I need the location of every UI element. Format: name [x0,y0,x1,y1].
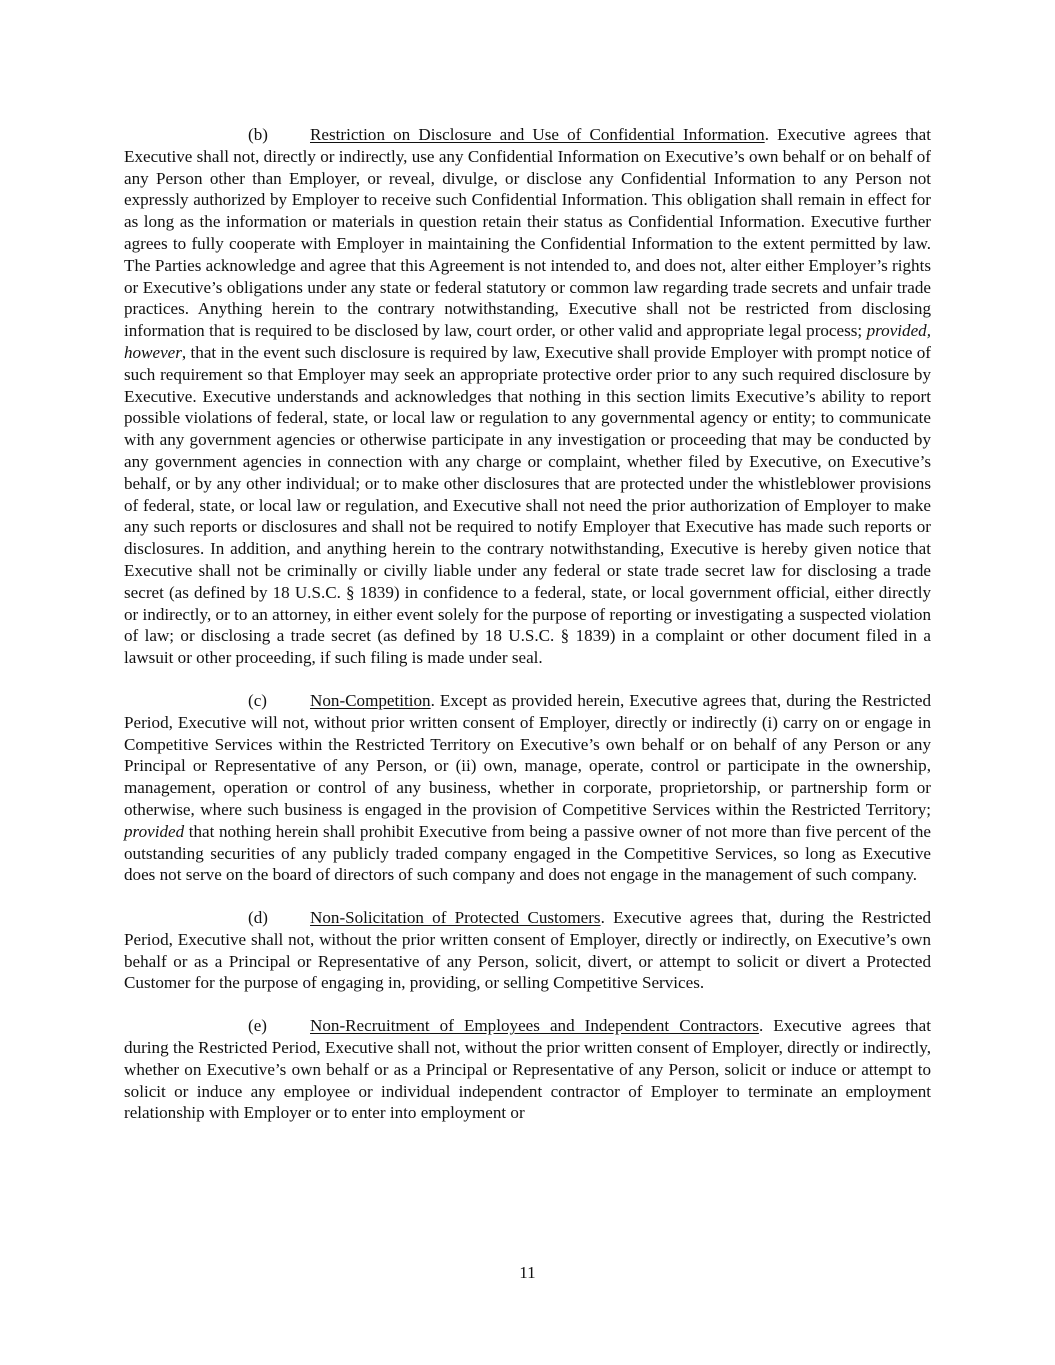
page-number: 11 [519,1263,536,1282]
section-d-heading: Non-Solicitation of Protected Customers [310,908,601,928]
section-b-paragraph [124,124,931,669]
section-c-body-1: . Except as provided herein, Executive agrees that, during the Restricted Period, Executive will not, without prior written consent of Employer, directly or indirectly (i) carry on or engage in Competitive Services within the Restricted Territory on Executive’s own behalf or on behalf of any Person or any Principal or Representative of any Person, or (ii) own, manage, operate, control or participate in the ownership, management, operation or control of any business, whether in corporate, proprietorship, or partnership form or otherwise, where such business is engaged in the provision of Competitive Services within the Restricted Territory; [124,690,931,819]
section-c-body-2: that nothing herein shall prohibit Executive from being a passive owner of not more than five percent of the outstanding securities of any publicly traded company engaged in the Competitive Services, so long as Executive does not serve on the board of directors of such company and does not engage in the management of such company. [124,821,931,885]
section-e-paragraph [124,1015,931,1124]
section-b-body-1: . Executive agrees that Executive shall not, directly or indirectly, use any Confidential Information on Executive’s own behalf or on behalf of any Person other than Employer, or reveal, divulge, or disclose any Confidential Information to any Person not expressly authorized by Employer to receive such Confidential Information. This obligation shall remain in effect for as long as the information or materials in question retain their status as Confidential Information. Executive further agrees to fully cooperate with Employer in maintaining the Confidential Information to the extent permitted by law. The Parties acknowledge and agree that this Agreement is not intended to, and does not, alter either Employer’s rights or Executive’s obligations under any state or federal statutory or common law regarding trade secrets and unfair trade practices. Anything herein to the contrary notwithstanding, Executive shall not be restricted from disclosing information that is required to be disclosed by law, court order, or other valid and appropriate legal process; [124,125,931,341]
section-e-label: (e) [248,1016,267,1036]
document-page [124,124,931,1145]
section-e-body-1: . Executive agrees that during the Restricted Period, Executive shall not, without the prior written consent of Employer, directly or indirectly, whether on Executive’s own behalf or as a Principal or Representative of any Person, solicit or induce or attempt to solicit or induce any employee or individual independent contractor of Employer to terminate an employment relationship with Employer or to enter into employment or [124,1016,931,1123]
section-b-label: (b) [248,125,268,144]
section-b-body-2: , that in the event such disclosure is required by law, Executive shall provide Employer with prompt notice of such requirement so that Employer may seek an appropriate protective order prior to any such required disclosure by Executive. Executive understands and acknowledges that nothing in this section limits Executive’s ability to report possible violations of federal, state, or local law or regulation to any governmental agency or entity; to communicate with any government agencies or otherwise participate in any investigation or proceeding that may be conducted by any government agencies in connection with any charge or complaint, whether filed by Executive, on Executive’s behalf, or by any other individual; or to make other disclosures that are protected under the whistleblower provisions of federal, state, or local law or regulation, and Executive shall not need the prior authorization of Employer to make any such reports or disclosures and shall not be required to notify Employer that Executive has made such reports or disclosures. In addition, and anything herein to the contrary notwithstanding, Executive is hereby given notice that Executive shall not be criminally or civilly liable under any federal or state trade secret law for disclosing a trade secret (as defined by 18 U.S.C. § 1839) in confidence to a federal, state, or local government official, either directly or indirectly, or to an attorney, in either event solely for the purpose of reporting or investigating a suspected violation of law; or disclosing a trade secret (as defined by 18 U.S.C. § 1839) in a complaint or other document filed in a lawsuit or other proceeding, if such filing is made under seal. [124,342,931,668]
section-c-heading: Non-Competition [310,690,431,710]
section-b-italic: provided, however [124,321,931,362]
section-d-body-1: . Executive agrees that, during the Restricted Period, Executive shall not, without the prior written consent of Employer, directly or indirectly, on Executive’s own behalf or as a Principal or Representative of any Person, solicit, divert, or attempt to solicit or divert a Protected Customer for the purpose of engaging in, providing, or selling Competitive Services. [124,908,931,993]
section-c-italic: provided [124,821,185,841]
section-e-heading: Non-Recruitment of Employees and Independent Contractors [310,1016,759,1036]
section-d-paragraph [124,907,931,994]
section-c-paragraph [124,690,931,886]
section-b-heading: Restriction on Disclosure and Use of Confidential Information [310,125,765,144]
section-d-label: (d) [248,908,268,928]
section-c-label: (c) [248,690,267,710]
